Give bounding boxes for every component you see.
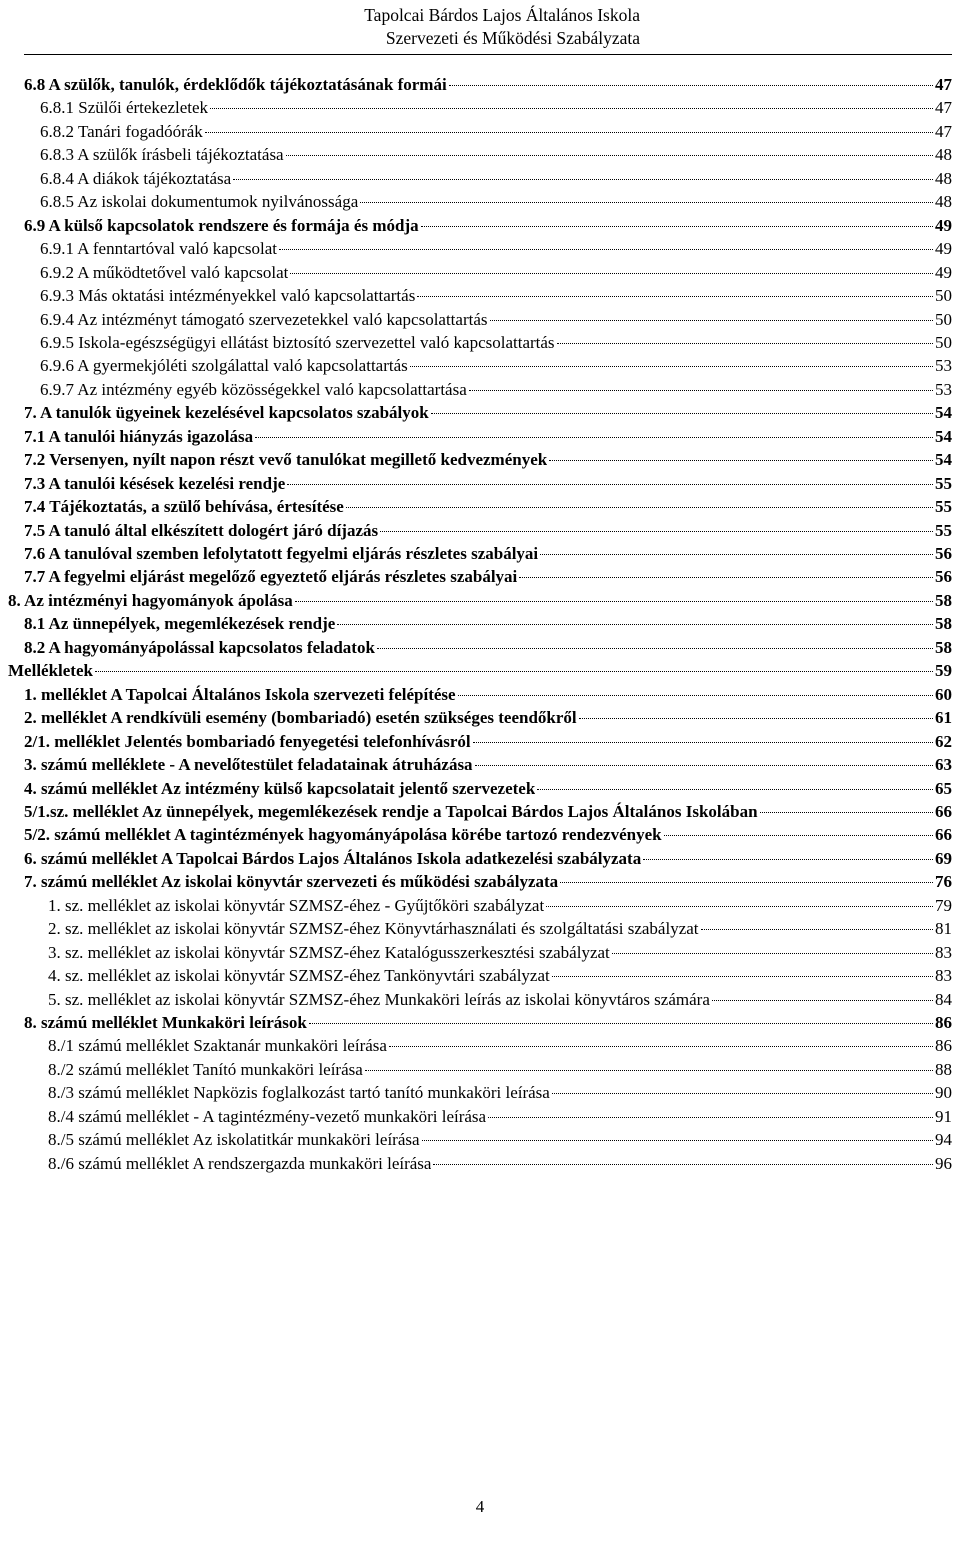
toc-dot-leader [557,343,933,344]
toc-entry[interactable] [24,426,952,448]
toc-entry-title: 8./1 számú melléklet Szaktanár munkaköri leírása [48,1036,387,1056]
toc-entry-page: 55 [935,497,952,517]
toc-entry[interactable] [48,1153,952,1175]
toc-dot-leader [389,1046,933,1047]
toc-entry[interactable] [48,965,952,987]
toc-entry-page: 53 [935,356,952,376]
toc-entry-title: 6.9.3 Más oktatási intézményekkel való kapcsolattartás [40,286,416,306]
toc-entry-title: 8./5 számú melléklet Az iskolatitkár munkaköri leírása [48,1130,420,1150]
toc-entry-title: 6.9.5 Iskola-egészségügyi ellátást biztosító szervezettel való kapcsolattartás [40,332,555,352]
toc-entry-title: 5/2. számú melléklet A tagintézmények hagyományápolása körébe tartozó rendezvények [24,825,662,845]
toc-entry[interactable] [24,684,952,706]
toc-entry[interactable] [24,848,952,870]
toc-entry-page: 49 [935,262,952,282]
toc-dot-leader [421,226,933,227]
toc-entry-title: 4. sz. melléklet az iskolai könyvtár SZMSZ-éhez Tankönyvtári szabályzat [48,966,550,986]
toc-entry-title: 7.1 A tanulói hiányzás igazolása [24,426,254,446]
toc-dot-leader [519,577,933,578]
toc-dot-leader [205,132,933,133]
toc-entry[interactable] [8,590,952,612]
toc-entry-title: 6.9.1 A fenntartóval való kapcsolat [40,239,277,259]
toc-entry[interactable] [48,989,952,1011]
toc-dot-leader [309,1023,933,1024]
toc-entry[interactable] [24,824,952,846]
toc-entry-page: 86 [935,1013,952,1032]
toc-entry[interactable] [48,1082,952,1104]
page-header [20,4,640,50]
toc-entry-title: 8./4 számú melléklet - A tagintézmény-vezető munkaköri leírása [48,1106,487,1126]
toc-entry-page: 55 [935,473,952,493]
toc-entry-page: 84 [935,989,952,1009]
toc-entry-title: 7.6 A tanulóval szemben lefolytatott fegyelmi eljárás részletes szabályai [24,544,539,563]
toc-dot-leader [337,624,933,625]
toc-entry[interactable] [24,473,952,495]
toc-entry-page: 48 [935,168,952,188]
toc-entry-page: 54 [935,403,952,423]
toc-entry-page: 58 [935,590,952,610]
toc-dot-leader [540,554,933,555]
toc-entry[interactable] [24,637,952,659]
toc-dot-leader [546,906,933,907]
toc-entry-page: 56 [935,567,952,587]
toc-entry[interactable] [48,1059,952,1081]
toc-entry[interactable] [40,379,952,401]
toc-entry[interactable] [48,1035,952,1057]
toc-dot-leader [422,1140,933,1141]
toc-entry-title: 7.5 A tanuló által elkészített dologért járó díjazás [24,520,379,540]
toc-entry-page: 83 [935,942,952,962]
toc-dot-leader [286,155,933,156]
toc-entry[interactable] [40,332,952,354]
toc-entry-page: 86 [935,1036,952,1056]
toc-entry-title: 6.8 A szülők, tanulók, érdeklődők tájékoztatásának formái [24,75,447,94]
toc-entry-title: 8.1 Az ünnepélyek, megemlékezések rendje [24,614,336,634]
page-number: 4 [475,1497,485,1516]
toc-dot-leader [431,413,933,414]
toc-entry[interactable] [24,543,952,565]
toc-entry-title: 6.9 A külső kapcsolatok rendszere és formája és módja [24,215,419,235]
toc-dot-leader [560,882,933,883]
toc-entry-page: 53 [935,379,952,399]
toc-dot-leader [365,1070,933,1071]
toc-entry-title: 5. sz. melléklet az iskolai könyvtár SZMSZ-éhez Munkaköri leírás az iskolai könyvtáros számára [48,989,710,1009]
toc-entry[interactable] [24,520,952,542]
toc-entry[interactable] [24,1012,952,1034]
toc-entry-page: 47 [935,98,952,118]
toc-entry[interactable] [40,144,952,166]
toc-dot-leader [279,249,933,250]
toc-entry-title: 6.9.6 A gyermekjóléti szolgálattal való kapcsolattartás [40,356,408,376]
toc-dot-leader [95,671,933,672]
toc-entry[interactable] [24,707,952,729]
toc-entry-title: 7.7 A fegyelmi eljárást megelőző egyeztető eljárás részletes szabályai [24,567,518,587]
toc-entry[interactable] [24,215,952,237]
toc-entry[interactable] [40,121,952,143]
header-document-title: Szervezeti és Működési Szabályzata [385,28,640,48]
toc-entry-page: 59 [935,661,952,681]
toc-entry[interactable] [40,191,952,213]
toc-entry-page: 90 [935,1083,952,1103]
toc-dot-leader [458,695,933,696]
toc-dot-leader [664,835,933,836]
toc-entry-page: 63 [935,755,952,775]
toc-entry-title: 3. sz. melléklet az iskolai könyvtár SZMSZ-éhez Katalógusszerkesztési szabályzat [48,942,610,962]
toc-entry-title: 6.8.4 A diákok tájékoztatása [40,168,232,188]
toc-dot-leader [380,531,933,532]
toc-entry[interactable] [24,496,952,518]
header-divider [24,54,952,55]
toc-entry-page: 47 [935,121,952,141]
toc-entry-page: 62 [935,731,952,751]
header-school-name: Tapolcai Bárdos Lajos Általános Iskola [364,5,640,25]
toc-entry-title: 3. számú melléklete - A nevelőtestület feladatainak átruházása [24,755,473,775]
toc-entry-page: 65 [935,778,952,798]
toc-entry-title: 6.8.2 Tanári fogadóórák [40,121,203,141]
toc-dot-leader [210,108,933,109]
toc-entry-title: 7.3 A tanulói késések kezelési rendje [24,473,286,493]
toc-dot-leader [410,366,933,367]
toc-entry[interactable] [24,74,952,96]
toc-entry-title: 2/1. melléklet Jelentés bombariadó fenyegetési telefonhívásról [24,731,471,751]
toc-entry-page: 48 [935,192,952,212]
toc-entry-page: 56 [935,544,952,563]
toc-entry-title: 6.8.3 A szülők írásbeli tájékoztatása [40,145,284,165]
toc-entry-page: 47 [935,75,952,94]
toc-dot-leader [473,742,933,743]
toc-entry-title: 6. számú melléklet A Tapolcai Bárdos Lajos Általános Iskola adatkezelési szabályzata [24,848,642,868]
toc-entry-page: 55 [935,520,952,540]
toc-dot-leader [552,1093,933,1094]
toc-entry[interactable] [40,285,952,307]
toc-entry-title: 4. számú melléklet Az intézmény külső kapcsolatait jelentő szervezetek [24,778,536,798]
toc-entry-title: 8./6 számú melléklet A rendszergazda munkaköri leírása [48,1153,432,1173]
toc-dot-leader [643,859,933,860]
toc-dot-leader [417,296,933,297]
toc-entry[interactable] [40,262,952,284]
toc-dot-leader [295,601,933,602]
toc-dot-leader [701,929,933,930]
toc-entry-page: 50 [935,332,952,352]
toc-entry-title: 8.2 A hagyományápolással kapcsolatos feladatok [24,637,375,657]
toc-entry-page: 76 [935,872,952,892]
toc-dot-leader [549,460,933,461]
toc-entry[interactable] [24,449,952,471]
toc-dot-leader [449,85,933,86]
toc-entry-title: 6.9.4 Az intézményt támogató szervezetekkel való kapcsolattartás [40,309,488,329]
toc-entry-title: 7.2 Versenyen, nyílt napon részt vevő tanulókat megillető kedvezmények [24,450,548,470]
toc-entry-title: 6.8.1 Szülői értekezletek [40,98,209,118]
toc-entry-title: Mellékletek [8,661,93,681]
toc-entry[interactable] [48,895,952,917]
toc-entry-title: 6.9.2 A működtetővel való kapcsolat [40,262,289,282]
toc-dot-leader [537,789,933,790]
toc-entry[interactable] [48,1106,952,1128]
toc-entry-page: 66 [935,825,952,845]
toc-dot-leader [469,390,933,391]
toc-entry[interactable] [48,918,952,940]
toc-entry-title: 7.4 Tájékoztatás, a szülő behívása, értesítése [24,497,344,517]
toc-dot-leader [290,273,933,274]
toc-entry-title: 8./2 számú melléklet Tanító munkaköri leírása [48,1059,363,1079]
toc-entry-title: 6.9.7 Az intézmény egyéb közösségekkel való kapcsolattartása [40,379,467,399]
toc-dot-leader [233,179,933,180]
toc-dot-leader [579,718,933,719]
toc-entry-page: 60 [935,684,952,704]
toc-entry-page: 94 [935,1130,952,1150]
toc-dot-leader [287,484,933,485]
toc-entry[interactable] [40,309,952,331]
toc-dot-leader [255,437,933,438]
toc-entry-title: 5/1.sz. melléklet Az ünnepélyek, megemlékezések rendje a Tapolcai Bárdos Lajos Általános Iskolában [24,801,758,821]
toc-entry-page: 49 [935,215,952,235]
toc-entry-page: 54 [935,426,952,446]
toc-entry-page: 88 [935,1059,952,1079]
toc-entry-page: 48 [935,145,952,165]
toc-dot-leader [490,320,934,321]
toc-entry[interactable] [8,660,952,682]
toc-entry[interactable] [24,613,952,635]
toc-entry-title: 2. melléklet A rendkívüli esemény (bombariadó) esetén szükséges teendőkről [24,708,577,728]
toc-entry-page: 49 [935,239,952,259]
toc-entry-page: 91 [935,1106,952,1126]
toc-entry-title: 8. Az intézményi hagyományok ápolása [8,590,293,610]
toc-dot-leader [612,953,933,954]
toc-entry[interactable] [24,778,952,800]
toc-entry-page: 50 [935,309,952,329]
toc-entry[interactable] [40,97,952,119]
toc-entry[interactable] [40,168,952,190]
toc-dot-leader [475,765,933,766]
toc-entry-page: 58 [935,637,952,657]
toc-entry-title: 7. számú melléklet Az iskolai könyvtár szervezeti és működési szabályzata [24,872,559,892]
toc-entry-title: 7. A tanulók ügyeinek kezelésével kapcsolatos szabályok [24,403,429,423]
toc-entry[interactable] [48,1129,952,1151]
toc-entry-page: 50 [935,286,952,306]
toc-entry-title: 8. számú melléklet Munkaköri leírások [24,1013,307,1032]
toc-entry[interactable] [24,566,952,588]
toc-dot-leader [346,507,933,508]
toc-entry-title: 1. melléklet A Tapolcai Általános Iskola szervezeti felépítése [24,684,456,704]
toc-entry-page: 66 [935,801,952,821]
toc-entry-page: 69 [935,848,952,868]
toc-entry[interactable] [40,355,952,377]
toc-entry-title: 1. sz. melléklet az iskolai könyvtár SZMSZ-éhez - Gyűjtőköri szabályzat [48,895,545,915]
toc-entry-title: 6.8.5 Az iskolai dokumentumok nyilvánossága [40,192,359,212]
toc-entry-title: 2. sz. melléklet az iskolai könyvtár SZMSZ-éhez Könyvtárhasználati és szolgáltatási szabályzat [48,919,699,939]
toc-dot-leader [760,812,933,813]
toc-entry-page: 96 [935,1153,952,1173]
toc-dot-leader [360,202,933,203]
toc-entry-page: 79 [935,895,952,915]
toc-entry[interactable] [24,754,952,776]
toc-entry[interactable] [48,942,952,964]
toc-dot-leader [712,1000,933,1001]
toc-dot-leader [433,1164,933,1165]
toc-dot-leader [488,1117,933,1118]
toc-entry-page: 58 [935,614,952,634]
toc-entry[interactable] [24,871,952,893]
toc-entry[interactable] [24,801,952,823]
toc-entry[interactable] [40,238,952,260]
toc-entry-page: 54 [935,450,952,470]
toc-dot-leader [377,648,933,649]
toc-entry-page: 83 [935,966,952,986]
toc-dot-leader [552,976,933,977]
toc-entry[interactable] [24,402,952,424]
toc-entry-title: 8./3 számú melléklet Napközis foglalkozást tartó tanító munkaköri leírása [48,1083,550,1103]
toc-entry-page: 81 [935,919,952,939]
toc-entry-page: 61 [935,708,952,728]
toc-entry[interactable] [24,731,952,753]
